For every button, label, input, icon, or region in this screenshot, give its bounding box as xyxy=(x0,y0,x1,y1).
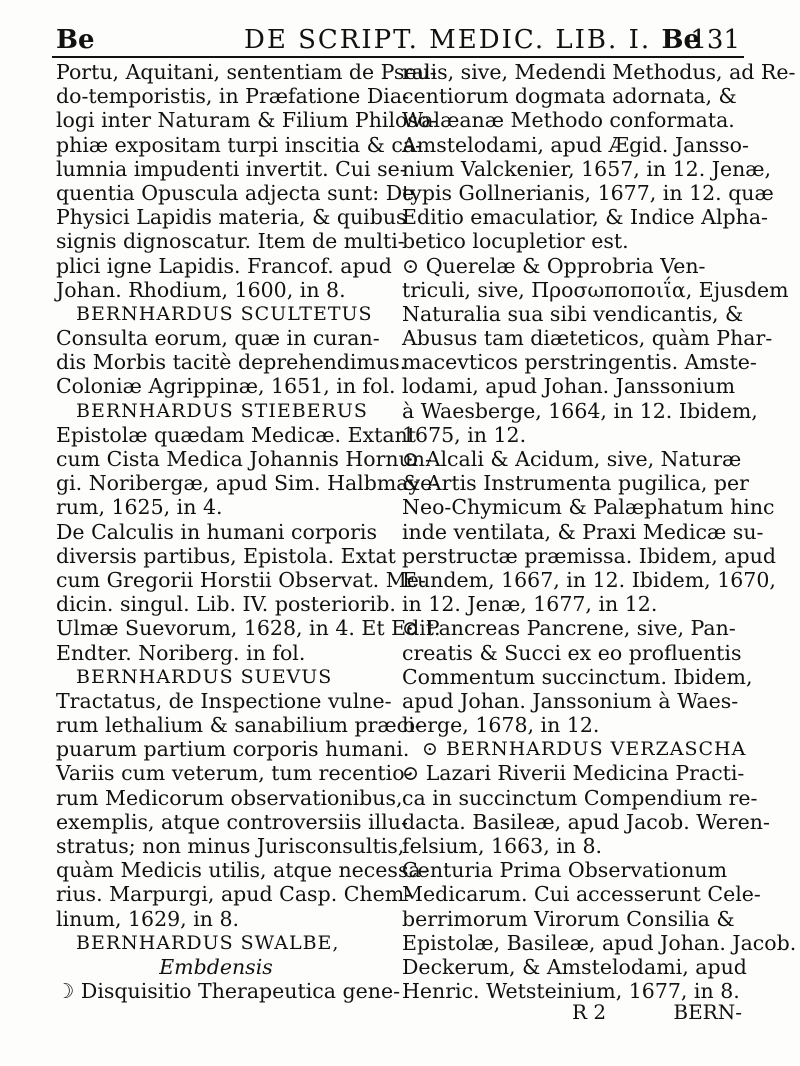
text-line: Abusus tam diæteticos, quàm Phar- xyxy=(402,326,773,351)
text-line: do-temporistis, in Præfatione Dia- xyxy=(56,84,409,109)
text-line: Commentum succinctum. Ibidem, xyxy=(402,664,753,689)
text-line: gi. Noribergæ, apud Sim. Halbmaye- xyxy=(56,471,440,496)
text-line: Henric. Wetsteinium, 1677, in 8. xyxy=(402,979,740,1004)
text-line: creatis & Succi ex eo profluentis xyxy=(402,640,742,665)
text-line: Medicarum. Cui accesserunt Cele- xyxy=(402,882,761,907)
text-line: BERNHARDUS SCULTETUS xyxy=(76,302,373,325)
text-line: BERNHARDUS SWALBE, xyxy=(76,931,340,954)
text-line: rum, 1625, in 4. xyxy=(56,495,223,520)
text-line: logi inter Naturam & Filium Philoso- xyxy=(56,108,438,133)
text-line: BERNHARDUS STIEBERUS xyxy=(76,399,368,422)
text-line: Amstelodami, apud Ægid. Jansso- xyxy=(402,132,749,157)
text-line: ⊙ Querelæ & Opprobria Ven- xyxy=(402,253,706,278)
text-line: lumnia impudenti invertit. Cui se- xyxy=(56,156,407,181)
text-line: berge, 1678, in 12. xyxy=(402,713,600,738)
text-line: Epistolæ, Basileæ, apud Johan. Jacob. xyxy=(402,930,797,955)
text-line: quentia Opuscula adjecta sunt: De xyxy=(56,180,415,205)
text-line: Eundem, 1667, in 12. Ibidem, 1670, xyxy=(402,567,776,592)
text-line: diversis partibus, Epistola. Extat xyxy=(56,543,396,568)
text-line: ca in succinctum Compendium re- xyxy=(402,785,758,810)
text-line: cum Gregorii Horstii Observat. Me- xyxy=(56,567,426,592)
text-line: Embdensis xyxy=(159,954,273,979)
text-line: betico locupletior est. xyxy=(402,229,629,254)
text-line: rum lethalium & sanabilium præci- xyxy=(56,713,422,738)
text-line: dis Morbis tacitè deprehendimus. xyxy=(56,350,407,375)
catchword: BERN- xyxy=(673,1000,742,1024)
text-line: ⊙ Lazari Riverii Medicina Practi- xyxy=(402,761,745,786)
text-line: ⊙ Pancreas Pancrene, sive, Pan- xyxy=(402,616,736,641)
text-line: stratus; non minus Jurisconsultis, xyxy=(56,834,405,858)
text-line: ⊙ BERNHARDUS VERZASCHA xyxy=(422,738,747,761)
text-line: ⊙ Alcali & Acidum, sive, Naturæ xyxy=(402,447,742,471)
text-line: Neo-Chymicum & Palæphatum hinc xyxy=(402,495,775,520)
text-line: Naturalia sua sibi vendicantis, & xyxy=(402,301,744,326)
text-line: dacta. Basileæ, apud Jacob. Weren- xyxy=(402,809,770,834)
text-line: lodami, apud Johan. Janssonium xyxy=(402,374,736,399)
header-rule xyxy=(52,56,744,58)
running-header xyxy=(52,22,740,58)
text-line: Coloniæ Agrippinæ, 1651, in fol. xyxy=(56,374,396,399)
page-footer xyxy=(402,1000,742,1028)
text-line: Johan. Rhodium, 1600, in 8. xyxy=(56,277,346,302)
text-line: perstructæ præmissa. Ibidem, apud xyxy=(402,543,776,568)
text-line: Physici Lapidis materia, & quibus xyxy=(56,205,407,230)
text-line: plici igne Lapidis. Francof. apud xyxy=(56,253,392,278)
signature-mark: R 2 xyxy=(572,1000,607,1024)
text-line: 1675, in 12. xyxy=(402,422,527,447)
text-line: signis dignoscatur. Item de multi- xyxy=(56,229,405,254)
text-line: felsium, 1663, in 8. xyxy=(402,834,603,858)
text-line: Consulta eorum, quæ in curan- xyxy=(56,326,380,351)
text-line: cum Cista Medica Johannis Hornun- xyxy=(56,447,432,471)
text-line: phiæ expositam turpi inscitia & ca- xyxy=(56,132,422,157)
text-line: & Artis Instrumenta pugilica, per xyxy=(402,471,749,496)
text-line: Portu, Aquitani, sententiam de Pseu- xyxy=(56,60,437,84)
text-line: ralis, sive, Medendi Methodus, ad Re- xyxy=(402,60,796,84)
text-line: à Waesberge, 1664, in 12. Ibidem, xyxy=(402,398,758,423)
text-line: centiorum dogmata adornata, & xyxy=(402,84,737,109)
text-line: quàm Medicis utilis, atque necessa- xyxy=(56,858,428,883)
text-line: dicin. singul. Lib. IV. posteriorib. xyxy=(56,592,396,617)
text-line: apud Johan. Janssonium à Waes- xyxy=(402,688,739,713)
text-line: Centuria Prima Observationum xyxy=(402,858,728,883)
text-line: triculi, sive, Προσωποποιΐα, Ejusdem xyxy=(402,277,789,302)
text-line: macevticos perstringentis. Amste- xyxy=(402,350,757,375)
text-line: berrimorum Virorum Consilia & xyxy=(402,906,735,931)
text-line: Epistolæ quædam Medicæ. Extant xyxy=(56,422,416,447)
text-line: Variis cum veterum, tum recentio- xyxy=(56,761,412,786)
text-line: Endter. Noriberg. in fol. xyxy=(56,640,306,665)
header-right-mark: Be xyxy=(661,25,700,55)
right-column xyxy=(402,60,797,1004)
text-line: typis Gollnerianis, 1677, in 12. quæ xyxy=(402,180,774,205)
running-title: DE SCRIPT. MEDIC. LIB. I. xyxy=(244,25,652,55)
text-line: Tractatus, de Inspectione vulne- xyxy=(56,688,392,713)
text-line: puarum partium corporis humani. xyxy=(56,737,410,762)
text-line: exemplis, atque controversiis illu- xyxy=(56,809,408,834)
text-line: ☽ Disquisitio Therapeutica gene- xyxy=(56,979,401,1004)
text-line: linum, 1629, in 8. xyxy=(56,906,240,931)
text-line: BERNHARDUS SUEVUS xyxy=(76,665,333,688)
left-column xyxy=(56,60,441,1004)
text-line: nium Valckenier, 1657, in 12. Jenæ, xyxy=(402,156,772,181)
text-line: Walæanæ Methodo conformata. xyxy=(402,108,735,133)
text-line: rius. Marpurgi, apud Casp. Chem- xyxy=(56,882,412,907)
header-left-mark: Be xyxy=(56,25,95,55)
text-line: in 12. Jenæ, 1677, in 12. xyxy=(402,592,658,617)
text-line: Ulmæ Suevorum, 1628, in 4. Et Edit. xyxy=(56,616,441,641)
text-line: inde ventilata, & Praxi Medicæ su- xyxy=(402,519,764,544)
text-line: De Calculis in humani corporis xyxy=(56,519,377,544)
text-line: Deckerum, & Amstelodami, apud xyxy=(402,954,747,979)
text-line: Editio emaculatior, & Indice Alpha- xyxy=(402,205,768,230)
text-line: rum Medicorum observationibus, xyxy=(56,785,403,810)
page-number: 131 xyxy=(690,25,740,55)
